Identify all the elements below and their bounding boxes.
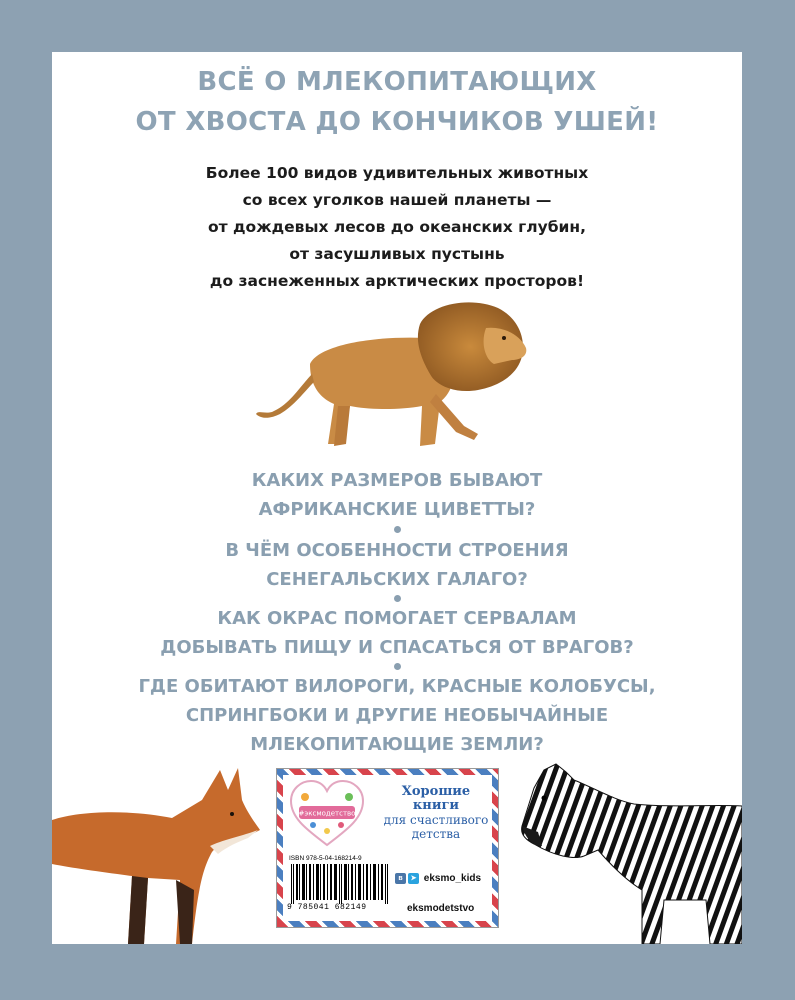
lion-illustration — [250, 294, 540, 454]
question-line: СЕНЕГАЛЬСКИХ ГАЛАГО? — [266, 569, 528, 590]
fox-illustration — [52, 760, 262, 944]
intro-text — [52, 160, 742, 295]
headline — [52, 62, 742, 142]
question-2 — [52, 536, 742, 594]
headline-line-1: ВСЁ О МЛЕКОПИТАЮЩИХ — [197, 67, 597, 97]
question-1 — [52, 466, 742, 524]
card-content — [285, 777, 490, 919]
site-handle[interactable]: eksmodetstvo — [407, 903, 475, 914]
heart-logo-icon — [289, 779, 365, 849]
social-links — [395, 873, 481, 884]
bullet-dot — [394, 526, 401, 533]
heart-hashtag: #эксмодетство — [298, 809, 356, 818]
isbn-label: ISBN 978-5-04-168214-9 — [289, 855, 362, 862]
question-3 — [52, 604, 742, 662]
question-line: СПРИНГБОКИ И ДРУГИЕ НЕОБЫЧАЙНЫЕ — [185, 705, 609, 726]
intro-line: от дождевых лесов до океанских глубин, — [208, 218, 586, 236]
back-cover — [52, 52, 742, 944]
bullet-dot — [394, 595, 401, 602]
zebra-illustration — [514, 760, 742, 944]
telegram-icon[interactable]: ➤ — [408, 873, 419, 884]
question-4 — [52, 672, 742, 759]
headline-line-2: ОТ ХВОСТА ДО КОНЧИКОВ УШЕЙ! — [135, 107, 659, 137]
question-line: КАК ОКРАС ПОМОГАЕТ СЕРВАЛАМ — [217, 608, 577, 629]
social-handle[interactable]: eksmo_kids — [423, 873, 482, 885]
slogan — [381, 785, 491, 841]
question-line: ДОБЫВАТЬ ПИЩУ И СПАСАТЬСЯ ОТ ВРАГОВ? — [160, 637, 634, 658]
barcode-digits: 9 785041 682149 — [287, 903, 367, 912]
slogan-line: детства — [411, 827, 461, 841]
question-line: ГДЕ ОБИТАЮТ ВИЛОРОГИ, КРАСНЫЕ КОЛОБУСЫ, — [138, 676, 656, 697]
vk-icon[interactable]: в — [395, 873, 406, 884]
question-line: КАКИХ РАЗМЕРОВ БЫВАЮТ — [251, 470, 543, 491]
intro-line: от засушливых пустынь — [289, 245, 505, 263]
slogan-line: для счастливого — [383, 813, 489, 827]
intro-line: со всех уголков нашей планеты — — [242, 191, 552, 209]
slogan-line: Хорошие — [401, 784, 471, 799]
publisher-card — [276, 768, 499, 928]
intro-line: до заснеженных арктических просторов! — [209, 272, 585, 290]
question-line: МЛЕКОПИТАЮЩИЕ ЗЕМЛИ? — [250, 734, 544, 755]
barcode-icon — [289, 864, 393, 904]
slogan-line: книги — [412, 798, 460, 813]
question-line: АФРИКАНСКИЕ ЦИВЕТТЫ? — [258, 499, 536, 520]
question-line: В ЧЁМ ОСОБЕННОСТИ СТРОЕНИЯ — [225, 540, 569, 561]
intro-line: Более 100 видов удивительных животных — [205, 164, 589, 182]
bullet-dot — [394, 663, 401, 670]
